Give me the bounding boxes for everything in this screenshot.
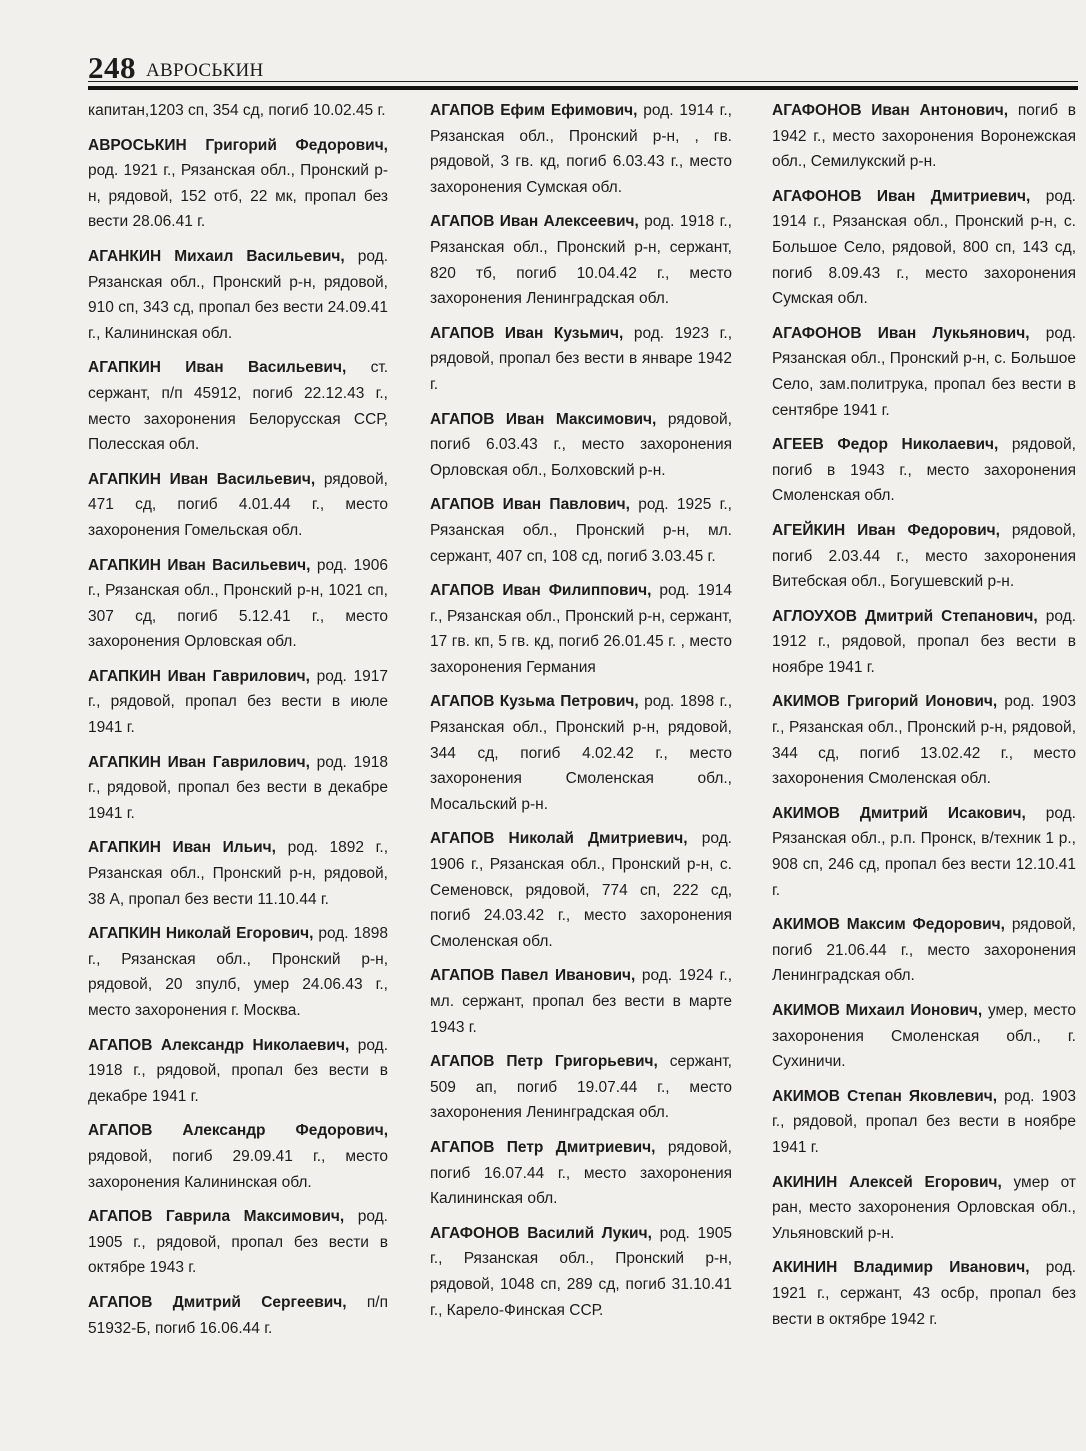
- entry: [430, 1135, 732, 1212]
- entry: [772, 432, 1076, 509]
- entry: [88, 553, 388, 655]
- entry-name: АГАПКИН Иван Васильевич,: [88, 556, 311, 574]
- header-rule-thick: [88, 86, 1078, 90]
- entry-text: род. 1898 г., Рязанская обл., Пронский р-н, рядовой, 20 зпулб, умер 24.06.43 г., место захоронения г. Москва.: [88, 925, 388, 1019]
- entry-name: АГАПКИН Иван Гаврилович,: [88, 753, 310, 771]
- page-number: 248: [88, 50, 136, 85]
- entry: [772, 689, 1076, 791]
- entry: [88, 750, 388, 827]
- entry-name: АГАПОВ Иван Кузьмич,: [430, 324, 624, 342]
- entry: [772, 98, 1076, 175]
- entry: [88, 664, 388, 741]
- entry: [772, 912, 1076, 989]
- entry-text: род. 1914 г., Рязанская обл., Пронский р-н, , гв. рядовой, 3 гв. кд, погиб 6.03.43 г., место захоронения Сумская обл.: [430, 102, 732, 196]
- entry-text: род. 1905 г., Рязанская обл., Пронский р-н, рядовой, 1048 сп, 289 сд, погиб 31.10.41 г., Карело-Финская ССР.: [430, 1224, 732, 1319]
- entry: [88, 1118, 388, 1195]
- entry: [772, 604, 1076, 681]
- entry-name: АГАПОВ Александр Федорович,: [88, 1122, 388, 1140]
- entry-name: АГАФОНОВ Иван Антонович,: [772, 102, 1009, 119]
- entry-name: АГАПКИН Иван Васильевич,: [88, 470, 316, 488]
- entry-name: АКИНИН Владимир Иванович,: [772, 1259, 1030, 1277]
- entry-text: рядовой, погиб 16.07.44 г., место захоронения Калининская обл.: [430, 1138, 732, 1208]
- entry-text: рядовой, погиб 6.03.43 г., место захоронения Орловская обл., Болховский р-н.: [430, 410, 732, 479]
- entry-text: род. 1892 г., Рязанская обл., Пронский р-н, рядовой, 38 А, пропал без вести 11.10.44 г.: [88, 839, 389, 908]
- entry-name: АГАПОВ Иван Максимович,: [430, 410, 657, 428]
- entry-name: АГАПОВ Петр Дмитриевич,: [430, 1138, 656, 1156]
- entry-text: род. Рязанская обл., р.п. Пронск, в/техник 1 р., 908 сп, 246 сд, пропал без вести 12.10.41 г.: [772, 804, 1076, 899]
- entry-text: род. 1914 г., Рязанская обл., Пронский р-н, с. Большое Село, рядовой, 800 сп, 143 сд, погиб 8.09.43 г., место захоронения Сумская обл.: [772, 187, 1076, 308]
- entry-text: род. 1924 г., мл. сержант, пропал без вести в марте 1943 г.: [430, 967, 733, 1036]
- entry-name: АГАПКИН Иван Гаврилович,: [88, 667, 310, 685]
- entry: [88, 1204, 388, 1281]
- entry-name: АГАПОВ Кузьма Петрович,: [430, 693, 639, 711]
- entry: [430, 578, 732, 680]
- entry-text: род. 1918 г., рядовой, пропал без вести в декабре 1941 г.: [88, 1036, 388, 1105]
- entry-text: погиб в 1942 г., место захоронения Воронежская обл., Семилукский р-н.: [772, 102, 1076, 171]
- entry-text: умер от ран, место захоронения Орловская обл., Ульяновский р-н.: [772, 1173, 1076, 1242]
- entry-name: АГАПОВ Александр Николаевич,: [88, 1036, 350, 1054]
- entry-name: АГАПОВ Иван Павлович,: [430, 496, 630, 514]
- entry-name: АГАПКИН Николай Егорович,: [88, 925, 314, 943]
- entry-text: рядовой, погиб 29.09.41 г., место захоронения Калининская обл.: [88, 1147, 388, 1191]
- entry-text: род. 1921 г., сержант, 43 осбр, пропал без вести в октябре 1942 г.: [772, 1259, 1076, 1328]
- column-3: [772, 98, 1076, 1341]
- entry-name: АГАПОВ Иван Филиппович,: [430, 582, 652, 600]
- entry: [772, 998, 1076, 1075]
- page-header: [88, 50, 1078, 98]
- entry: [88, 98, 388, 124]
- entry: [430, 209, 732, 311]
- entry-name: АГЕЕВ Федор Николаевич,: [772, 436, 999, 454]
- entry-text: род. Рязанская обл., Пронский р-н, с. Большое Село, зам.политрука, пропал без вести в сентябре 1941 г.: [772, 324, 1076, 419]
- entry: [430, 98, 732, 200]
- entry: [772, 184, 1076, 312]
- entry-name: АГАПКИН Иван Ильич,: [88, 839, 276, 857]
- entry: [772, 1084, 1076, 1161]
- entry-name: АГАПОВ Ефим Ефимович,: [430, 102, 638, 119]
- entry: [430, 492, 732, 569]
- entry: [88, 835, 388, 912]
- entry-name: АГАПОВ Павел Иванович,: [430, 967, 636, 985]
- entry-text: рядовой, погиб 2.03.44 г., место захоронения Витебская обл., Богушевский р-н.: [772, 521, 1076, 591]
- entry: [430, 689, 732, 817]
- entry-text: род. 1918 г., рядовой, пропал без вести в декабре 1941 г.: [88, 753, 388, 822]
- header-rule-thin: [88, 81, 1078, 82]
- entry-name: АГАФОНОВ Иван Лукьянович,: [772, 324, 1030, 342]
- entry-text: род. 1917 г., рядовой, пропал без вести в июле 1941 г.: [88, 667, 388, 737]
- entry-text: рядовой, погиб 21.06.44 г., место захоронения Ленинградская обл.: [772, 916, 1076, 985]
- entry-text: род. 1905 г., рядовой, пропал без вести в октябре 1943 г.: [88, 1208, 388, 1277]
- entry: [430, 826, 732, 954]
- entry: [772, 321, 1076, 423]
- entry-text: п/п 51932-Б, погиб 16.06.44 г.: [88, 1293, 388, 1337]
- entry-text: рядовой, погиб в 1943 г., место захоронения Смоленская обл.: [772, 436, 1076, 505]
- entry: [88, 1290, 388, 1341]
- entry-name: АКИНИН Алексей Егорович,: [772, 1173, 1002, 1191]
- column-2: [430, 98, 732, 1332]
- entry: [88, 355, 388, 457]
- entry: [772, 518, 1076, 595]
- entry: [772, 1170, 1076, 1247]
- entry-text: род. 1923 г., рядовой, пропал без вести в январе 1942 г.: [430, 324, 733, 393]
- entry: [430, 1049, 732, 1126]
- entry-text: род. 1918 г., Рязанская обл., Пронский р-н, сержант, 820 тб, погиб 10.04.42 г., место захоронения Ленинградская обл.: [430, 213, 732, 308]
- entry-text: сержант, 509 ап, погиб 19.07.44 г., место захоронения Ленинградская обл.: [430, 1053, 732, 1122]
- entry-name: АГАПКИН Иван Васильевич,: [88, 359, 347, 377]
- entry-name: АГЛОУХОВ Дмитрий Степанович,: [772, 607, 1038, 625]
- entry-name: АВРОСЬКИН Григорий Федорович,: [88, 136, 388, 154]
- entry: [430, 1221, 732, 1323]
- entry: [430, 963, 732, 1040]
- entry-text: капитан,1203 сп, 354 сд, погиб 10.02.45 г.: [88, 102, 386, 119]
- entry-text: рядовой, 471 сд, погиб 4.01.44 г., место захоронения Гомельская обл.: [88, 470, 388, 539]
- entry-name: АГАПОВ Гаврила Максимович,: [88, 1208, 345, 1226]
- entry-name: АКИМОВ Григорий Ионович,: [772, 693, 998, 711]
- entry: [430, 407, 732, 484]
- entry-text: род. 1925 г., Рязанская обл., Пронский р-н, мл. сержант, 407 сп, 108 сд, погиб 3.03.45 г.: [430, 496, 732, 565]
- entry-text: род. 1906 г., Рязанская обл., Пронский р-н, с. Семеновск, рядовой, 774 сп, 222 сд, погиб 24.03.42 г., место захоронения Смоленская обл.: [430, 830, 732, 950]
- entry-name: АКИМОВ Степан Яковлевич,: [772, 1087, 998, 1105]
- entry-name: АГАФОНОВ Иван Дмитриевич,: [772, 187, 1031, 205]
- column-1: [88, 98, 388, 1350]
- entry: [772, 801, 1076, 903]
- entry-text: умер, место захоронения Смоленская обл., г. Сухиничи.: [772, 1002, 1076, 1071]
- entry-name: АГАФОНОВ Василий Лукич,: [430, 1224, 652, 1242]
- entry: [88, 1033, 388, 1110]
- entry-name: АКИМОВ Максим Федорович,: [772, 916, 1005, 934]
- entry: [772, 1255, 1076, 1332]
- entry: [88, 244, 388, 346]
- entry-name: АКИМОВ Михаил Ионович,: [772, 1002, 983, 1019]
- entry-text: род. 1914 г., Рязанская обл., Пронский р-н, сержант, 17 гв. кп, 5 гв. кд, погиб 26.01.45 г. , место захоронения Германия: [430, 582, 732, 676]
- entry: [88, 133, 388, 235]
- entry-name: АГАПОВ Иван Алексеевич,: [430, 213, 639, 231]
- entry-name: АГАПОВ Дмитрий Сергеевич,: [88, 1293, 347, 1311]
- entry-text: род. Рязанская обл., Пронский р-н, рядовой, 910 сп, 343 сд, пропал без вести 24.09.41 г., Калининская обл.: [88, 247, 388, 342]
- entry-text: род. 1921 г., Рязанская обл., Пронский р-н, рядовой, 152 отб, 22 мк, пропал без вести 28.06.41 г.: [88, 162, 388, 231]
- entry-name: АГАПОВ Николай Дмитриевич,: [430, 830, 688, 848]
- entry-text: род. 1912 г., рядовой, пропал без вести в ноябре 1941 г.: [772, 607, 1076, 676]
- entry: [430, 321, 732, 398]
- entry-text: род. 1898 г., Рязанская обл., Пронский р-н, рядовой, 344 сд, погиб 4.02.42 г., место захоронения Смоленская обл., Мосальский р-н.: [430, 693, 733, 813]
- entry-name: АКИМОВ Дмитрий Исакович,: [772, 804, 1026, 822]
- entry-text: род. 1906 г., Рязанская обл., Пронский р-н, 1021 сп, 307 сд, погиб 5.12.41 г., место захоронения Орловская обл.: [88, 556, 388, 651]
- entry-text: ст. сержант, п/п 45912, погиб 22.12.43 г., место захоронения Белорусская ССР, Полесская обл.: [88, 359, 389, 454]
- entry-name: АГЕЙКИН Иван Федорович,: [772, 521, 1000, 539]
- entry-text: род. 1903 г., рядовой, пропал без вести в ноябре 1941 г.: [772, 1087, 1076, 1156]
- entry: [88, 467, 388, 544]
- running-head: АВРОСЬКИН: [146, 60, 264, 81]
- entry-text: род. 1903 г., Рязанская обл., Пронский р-н, рядовой, 344 сд, погиб 13.02.42 г., место захоронения Смоленская обл.: [772, 693, 1076, 788]
- entry-name: АГАНКИН Михаил Васильевич,: [88, 247, 345, 265]
- entry-name: АГАПОВ Петр Григорьевич,: [430, 1053, 658, 1071]
- entry: [88, 921, 388, 1023]
